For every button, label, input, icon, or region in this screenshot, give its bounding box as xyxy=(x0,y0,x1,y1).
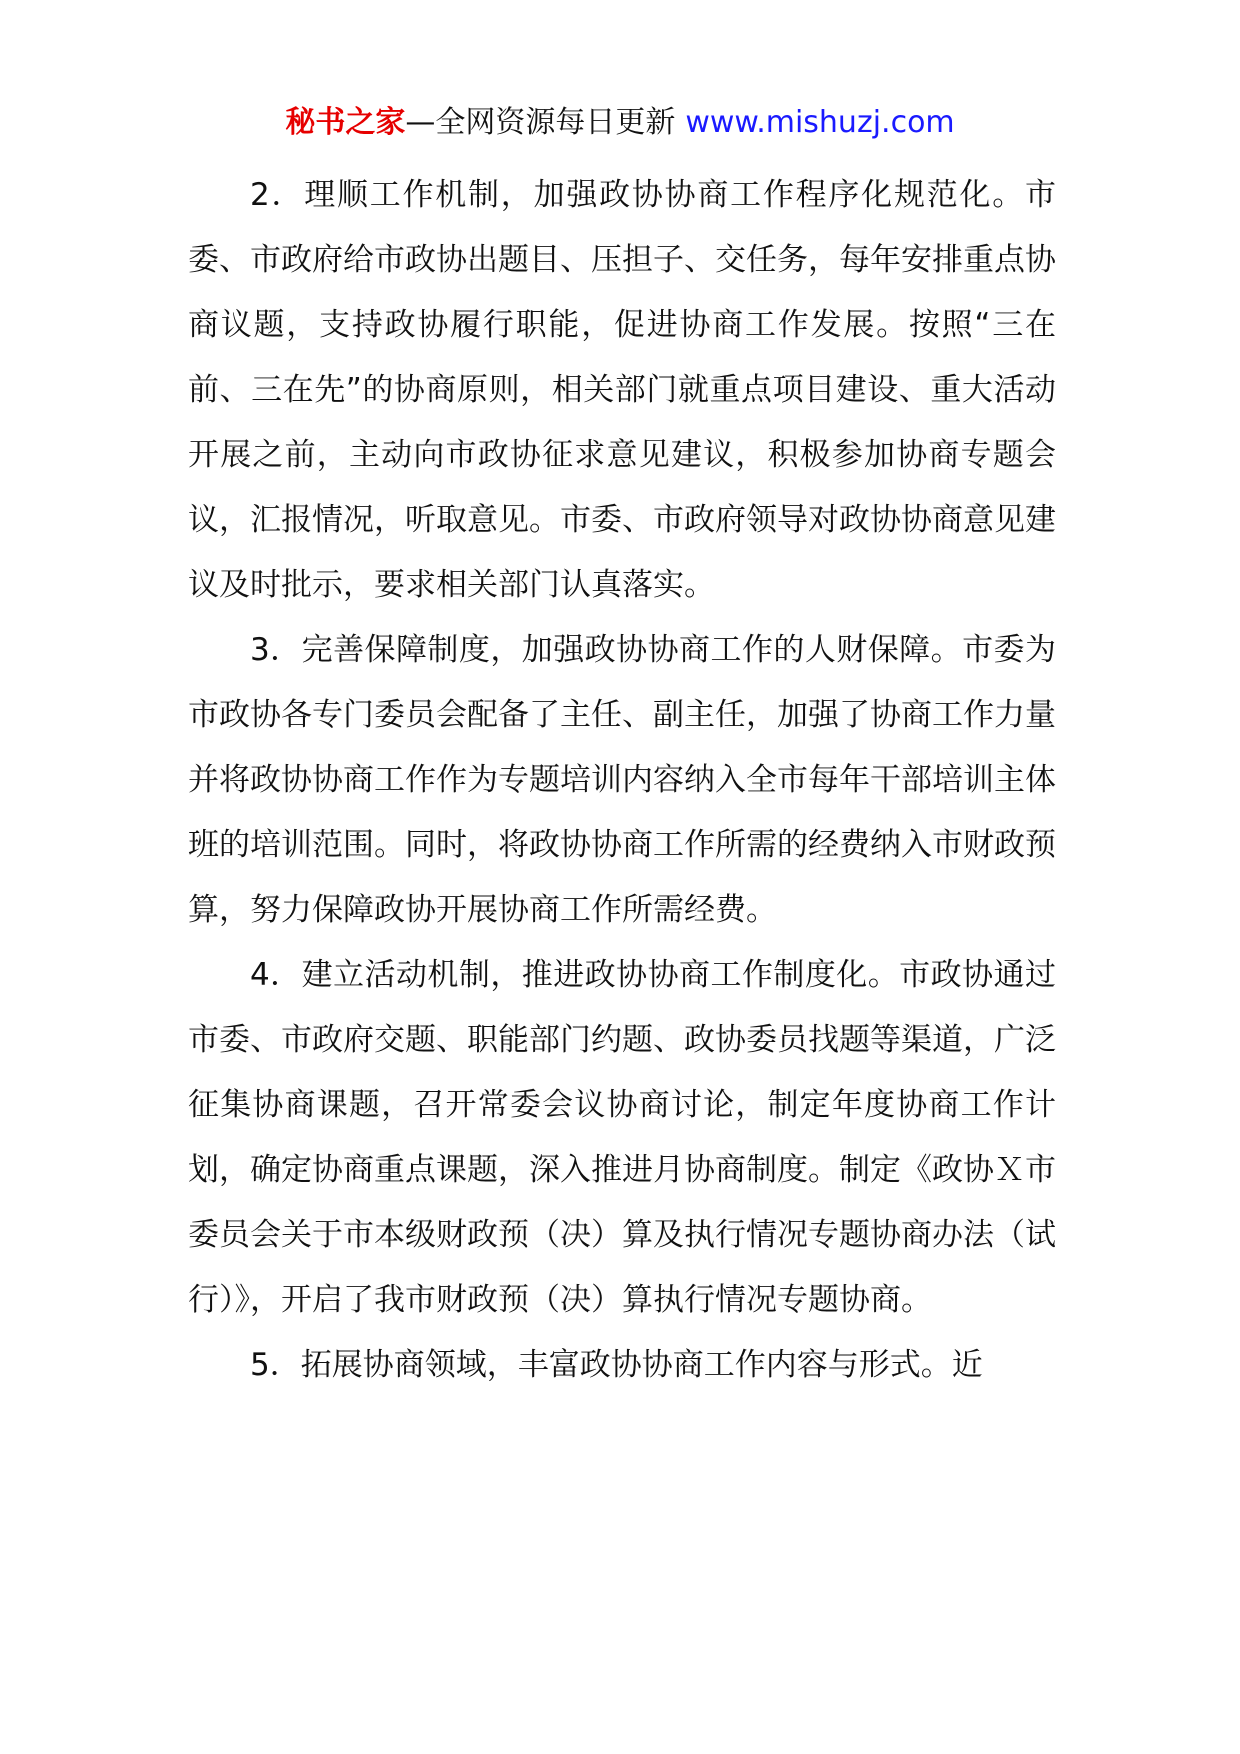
paragraph-5: 5．拓展协商领域，丰富政协协商工作内容与形式。近 xyxy=(250,1347,983,1383)
document-body xyxy=(188,163,1056,1398)
page-header xyxy=(0,100,1240,146)
paragraph-3: 3．完善保障制度，加强政协协商工作的人财保障。市委为市政协各专门委员会配备了主任、副主任，加强了协商工作力量并将政协协商工作作为专题培训内容纳入全市每年干部培训主体班的培训范围。同时，将政协协商工作所需的经费纳入市财政预算，努力保障政协开展协商工作所需经费。 xyxy=(188,632,1056,928)
header-tagline: —全网资源每日更新 xyxy=(405,105,676,140)
paragraph-4: 4．建立活动机制，推进政协协商工作制度化。市政协通过市委、市政府交题、职能部门约题、政协委员找题等渠道，广泛征集协商课题，召开常委会议协商讨论，制定年度协商工作计划，确定协商重点课题，深入推进月协商制度。制定《政协Ｘ市委员会关于市本级财政预（决）算及执行情况专题协商办法（试行）》，开启了我市财政预（决）算执行情况专题协商。 xyxy=(188,957,1056,1318)
paragraph-2: 2．理顺工作机制，加强政协协商工作程序化规范化。市委、市政府给市政协出题目、压担子、交任务，每年安排重点协商议题，支持政协履行职能，促进协商工作发展。按照“三在前、三在先”的协商原则，相关部门就重点项目建设、重大活动开展之前，主动向市政协征求意见建议，积极参加协商专题会议，汇报情况，听取意见。市委、市政府领导对政协协商意见建议及时批示，要求相关部门认真落实。 xyxy=(188,177,1056,603)
site-url-link[interactable]: www.mishuzj.com xyxy=(685,105,955,140)
brand-name: 秘书之家 xyxy=(285,105,406,140)
